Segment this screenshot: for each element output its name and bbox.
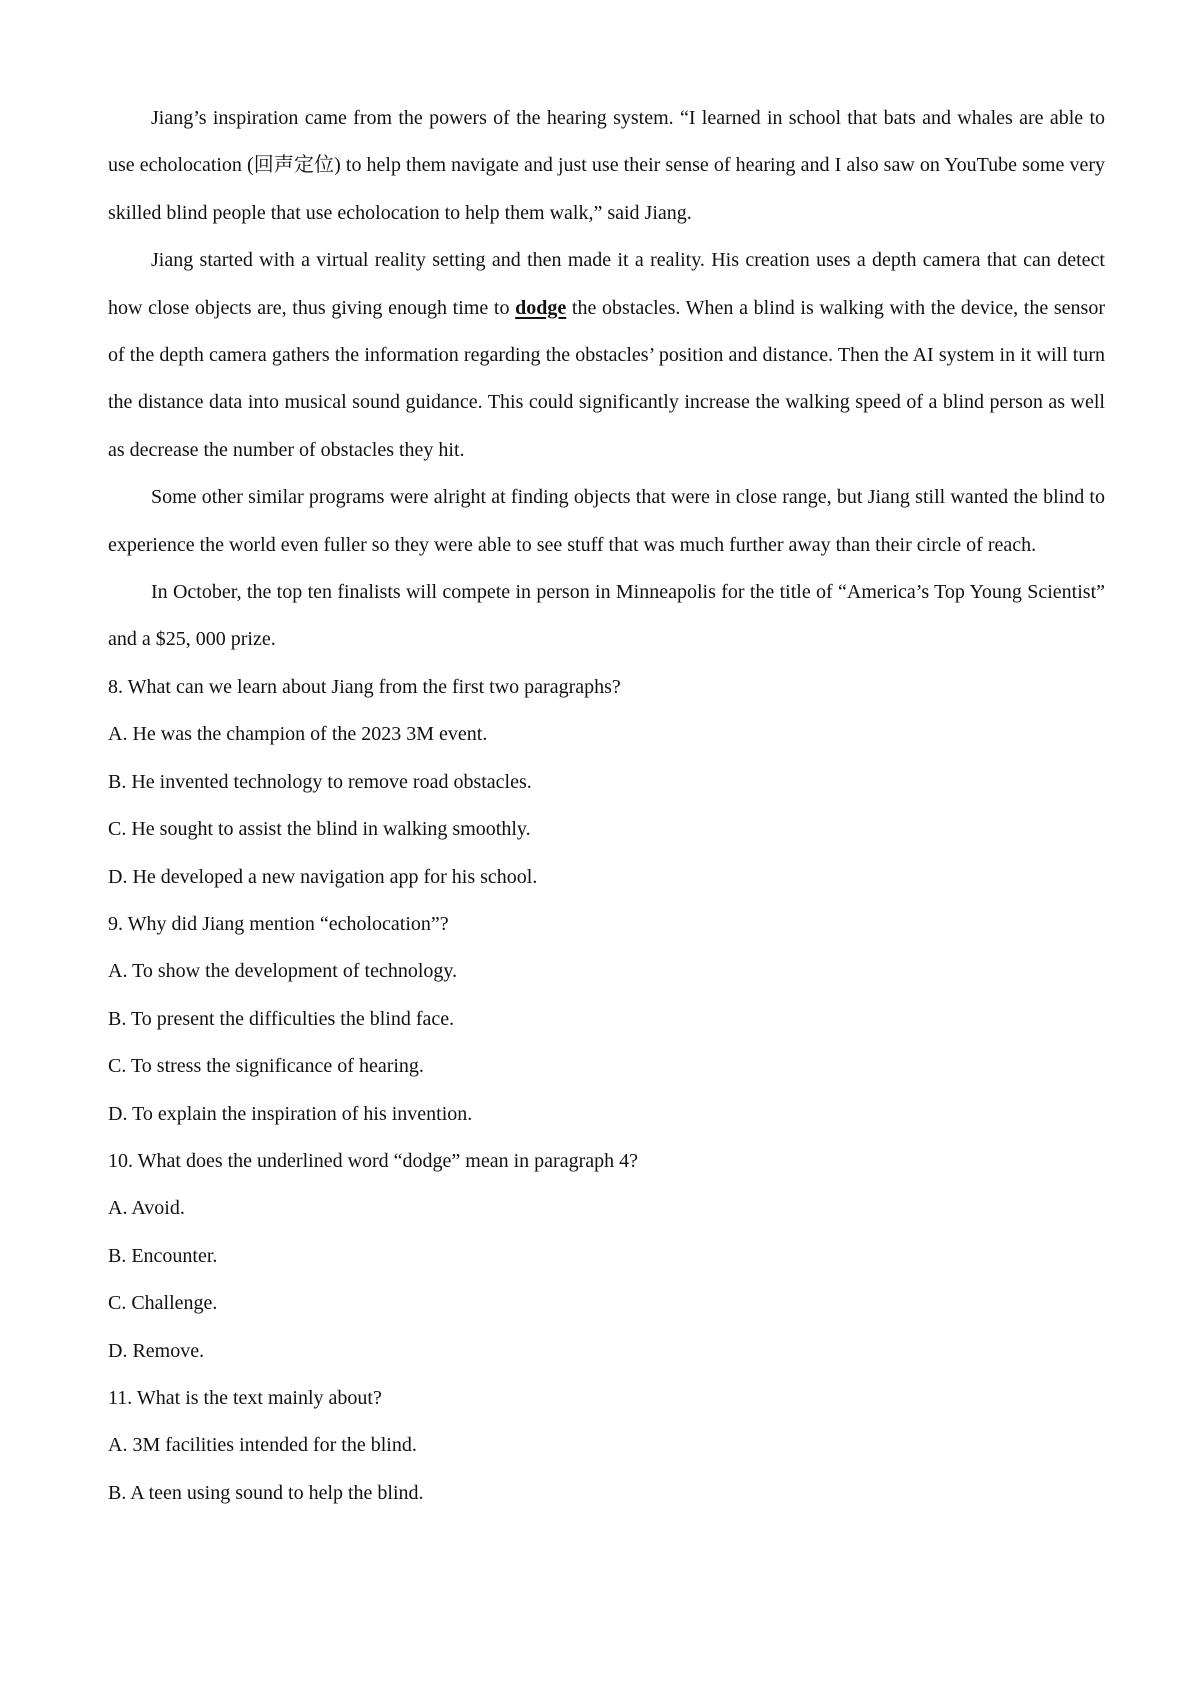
question-9 — [108, 901, 1105, 1138]
paragraph-invention-text-end: the obstacles. When a blind is walking with the device, the sensor of the depth camera gathers the information regarding the obstacles’ position and distance. Then the AI system in it will turn the distance data into musical sound guidance. This could significantly increase the walking speed of a blind person as well as decrease the number of obstacles they hit. — [108, 296, 1105, 461]
question-8 — [108, 664, 1105, 901]
answer-option: A. Avoid. — [108, 1197, 185, 1220]
answer-option: D. To explain the inspiration of his invention. — [108, 1102, 473, 1125]
answer-option: B. He invented technology to remove road obstacles. — [108, 770, 532, 793]
question-10 — [108, 1138, 1105, 1375]
answer-option: B. Encounter. — [108, 1244, 218, 1267]
paragraph-inspiration: Jiang’s inspiration came from the powers of the hearing system. “I learned in school that bats and whales are able to use echolocation (回声定位) to help them navigate and just use their sense of hearing and I also saw on YouTube some very skilled blind people that use echolocation to help them walk,” said Jiang. — [108, 107, 1105, 224]
underlined-keyword: dodge — [515, 296, 567, 319]
answer-option: C. He sought to assist the blind in walking smoothly. — [108, 818, 531, 841]
paragraph-invention — [108, 237, 1105, 474]
answer-option: D. He developed a new navigation app for his school. — [108, 865, 538, 888]
answer-option: A. To show the development of technology. — [108, 960, 458, 983]
paragraph-comparison: Some other similar programs were alright at finding objects that were in close range, but Jiang still wanted the blind to experience the world even fuller so they were able to see stuff that was much further away than their circle of reach. — [108, 486, 1105, 556]
answer-option: C. Challenge. — [108, 1292, 218, 1315]
answer-option: C. To stress the significance of hearing. — [108, 1055, 424, 1078]
answer-option: B. A teen using sound to help the blind. — [108, 1481, 424, 1504]
paragraph-competition: In October, the top ten finalists will compete in person in Minneapolis for the title of “America’s Top Young Scientist” and a $25, 000 prize. — [108, 581, 1105, 651]
question-stem: 11. What is the text mainly about? — [108, 1386, 382, 1409]
answer-option: B. To present the difficulties the blind face. — [108, 1007, 455, 1030]
paragraph-invention-text-start: Jiang started with a virtual reality setting and then made it a reality. His creation uses a depth camera that can detect how close objects are, thus giving enough time to — [108, 249, 1105, 319]
question-11 — [108, 1375, 1105, 1517]
question-stem: 8. What can we learn about Jiang from the first two paragraphs? — [108, 675, 621, 698]
answer-option: A. 3M facilities intended for the blind. — [108, 1434, 417, 1457]
question-stem: 9. Why did Jiang mention “echolocation”? — [108, 912, 449, 935]
answer-option: D. Remove. — [108, 1339, 205, 1362]
answer-option: A. He was the champion of the 2023 3M event. — [108, 723, 488, 746]
question-stem: 10. What does the underlined word “dodge” mean in paragraph 4? — [108, 1149, 638, 1172]
